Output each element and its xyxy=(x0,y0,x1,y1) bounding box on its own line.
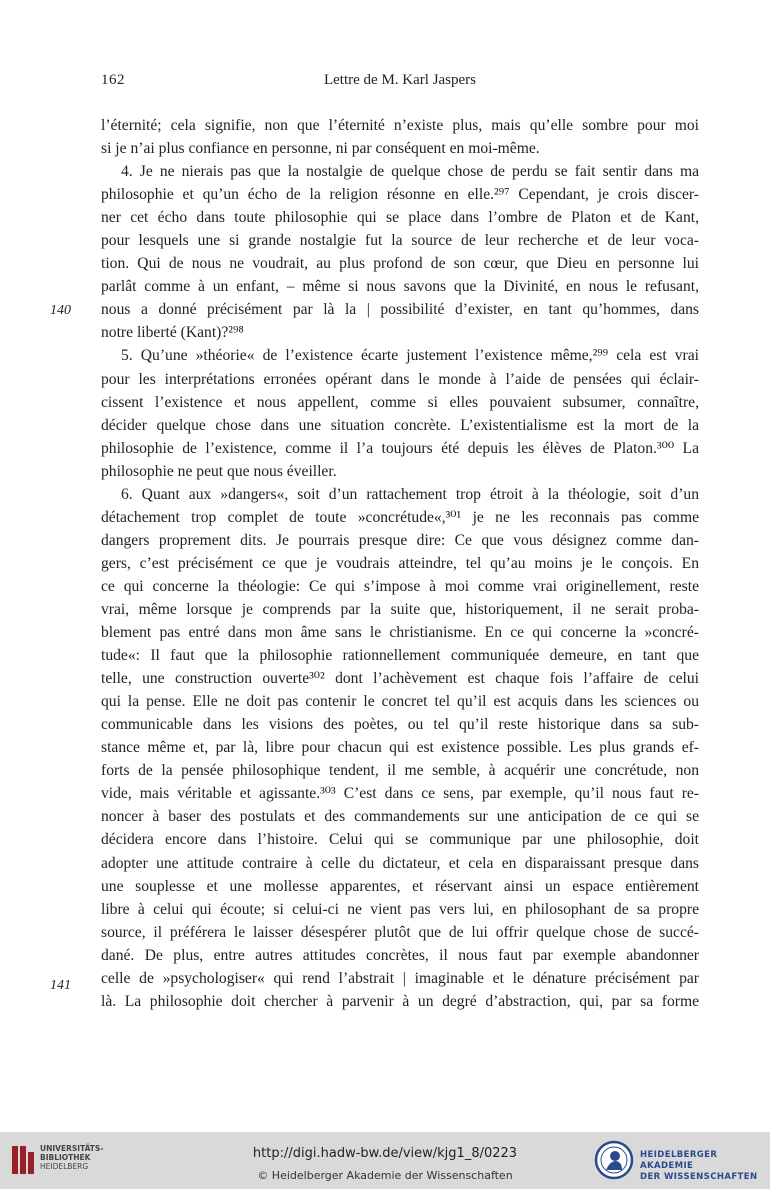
text-line: détachement trop complet de toute »concrétude«,³⁰¹ je ne les reconnais pas comme xyxy=(101,508,699,526)
academy-logo-text xyxy=(640,1150,764,1183)
text-line: celle de »psychologiser« qui rend l’abstrait | imaginable et le dénature précisément par xyxy=(101,969,699,987)
text-line: telle, une construction ouverte³⁰² dont l’achèvement est chaque fois l’affaire de celui xyxy=(101,670,699,688)
text-line: forts de la pensée philosophique tendent, il me semble, à acquérir une concrétude, non xyxy=(101,762,699,780)
logo-line: BIBLIOTHEK xyxy=(40,1153,91,1162)
text-line: tion. Qui de nous ne voudrait, au plus profond de son cœur, que Dieu en personne lui xyxy=(101,255,699,273)
text-line: une souplesse et une mollesse apparentes, et réservant ainsi un espace entièrement xyxy=(101,877,699,895)
logo-line: UNIVERSITÄTS- xyxy=(40,1144,104,1153)
page-number: 162 xyxy=(101,72,125,88)
footer-bar xyxy=(0,1132,770,1189)
text-line: tude«: Il faut que la philosophie rationnellement communiquée demeure, en tant que xyxy=(101,647,699,665)
text-line: l’éternité; cela signifie, non que l’éternité n’existe plus, mais qu’elle sombre pour moi xyxy=(101,117,699,134)
text-line: pour les interprétations erronées opérant dans le monde à l’aide de pensées qui éclair- xyxy=(101,370,699,388)
text-line: parlât comme à un enfant, – même si nous savons que la Divinité, en nous le refusant, xyxy=(101,278,699,296)
logo-line: HEIDELBERGER AKADEMIE xyxy=(640,1150,718,1171)
text-line: 4. Je ne nierais pas que la nostalgie de quelque chose de perdu se fait sentir dans ma xyxy=(121,163,699,181)
logo-line: HEIDELBERG xyxy=(40,1162,89,1171)
permalink-url[interactable]: http://digi.hadw-bw.de/view/kjg1_8/0223 xyxy=(252,1146,518,1161)
text-line: vrai, même lorsque je comprends par la suite que, historiquement, il ne serait proba- xyxy=(101,600,699,618)
margin-line-number: 141 xyxy=(50,978,71,993)
text-line: nous a donné précisément par là la | possibilité d’exister, en tant qu’hommes, dans xyxy=(101,301,699,319)
academy-logo[interactable] xyxy=(594,1140,764,1180)
text-line: dangers proprement dits. Je pourrais presque dire: Ce que vous désignez comme dan- xyxy=(101,531,699,549)
text-line: là. La philosophie doit chercher à parvenir à un degré d’abstraction, qui, par sa forme xyxy=(101,992,699,1010)
text-line: notre liberté (Kant)?²⁹⁸ xyxy=(101,324,244,342)
text-line: vide, mais véritable et agissante.³⁰³ C’est dans ce sens, par exemple, qu’il nous faut re- xyxy=(101,785,699,803)
academy-seal-icon xyxy=(594,1140,634,1180)
text-line: décidera encore dans l’histoire. Celui qui se communique par une philosophie, doit xyxy=(101,831,699,849)
running-title: Lettre de M. Karl Jaspers xyxy=(323,72,477,88)
text-line: communicable dans les visions des poètes, ou tel qu’il reste historique dans sa sub- xyxy=(101,716,699,734)
text-line: 5. Qu’une »théorie« de l’existence écarte justement l’existence même,²⁹⁹ cela est vrai xyxy=(121,347,699,365)
text-line: source, il préférera le laisser désespérer plutôt que de lui offrir quelque chose de succé- xyxy=(101,923,699,941)
text-line: si je n’ai plus confiance en personne, ni par conséquent en moi-même. xyxy=(101,140,540,158)
text-line: dané. De plus, entre autres attitudes concrètes, il nous faut par exemple abandonner xyxy=(101,946,699,964)
text-line: libre à celui qui écoute; si celui-ci ne vient pas vers lui, en philosophant de sa propre xyxy=(101,900,699,918)
copyright-notice: © Heidelberger Akademie der Wissenschaften xyxy=(257,1169,513,1182)
text-line: pour lesquels une si grande nostalgie fut la source de leur recherche et de leur voca- xyxy=(101,232,699,250)
text-line: blement pas entré dans mon âme sans le christianisme. En ce qui concerne la »concré- xyxy=(101,624,699,642)
text-line: philosophie et qu’un écho de la religion résonne en elle.²⁹⁷ Cependant, je crois discer- xyxy=(101,186,699,204)
text-line: philosophie ne peut que nous éveiller. xyxy=(101,462,337,480)
text-line: stance même et, par là, libre pour chacun qui est existence possible. Les plus grands ef- xyxy=(101,739,699,757)
text-line: noncer à baser des postulats et des commandements sur une anticipation de ce qui se xyxy=(101,808,699,826)
text-line: cissent l’existence et nous appellent, comme si elles pouvaient subsumer, connaître, xyxy=(101,393,699,411)
logo-line: DER WISSENSCHAFTEN xyxy=(640,1172,758,1182)
text-line: adopter une attitude contraire à celle du dictateur, et cela en disparaissant presque dans xyxy=(101,854,699,872)
text-line: décider quelque chose dans une situation concrète. L’existentialisme est la mort de la xyxy=(101,416,699,434)
body-text xyxy=(101,114,699,1013)
text-line: ce qui concerne la théologie: Ce qui s’impose à moi comme vrai originellement, reste xyxy=(101,577,699,595)
margin-line-number: 140 xyxy=(50,303,71,318)
text-line: philosophie de l’existence, comme il l’a toujours été depuis les élèves de Platon.³⁰⁰ La xyxy=(101,439,699,457)
text-line: qui la pense. Elle ne doit pas contenir le concret tel qu’il est acquis dans les sciences ou xyxy=(101,693,699,711)
text-line: 6. Quant aux »dangers«, soit d’un rattachement trop étroit à la théologie, soit d’un xyxy=(121,485,699,503)
text-line: gers, c’est précisément ce que je voudrais atteindre, tel qu’au moins je le conçois. En xyxy=(101,554,699,572)
text-line: ner cet écho dans toute philosophie qui se place dans l’ombre de Platon et de Kant, xyxy=(101,209,699,227)
